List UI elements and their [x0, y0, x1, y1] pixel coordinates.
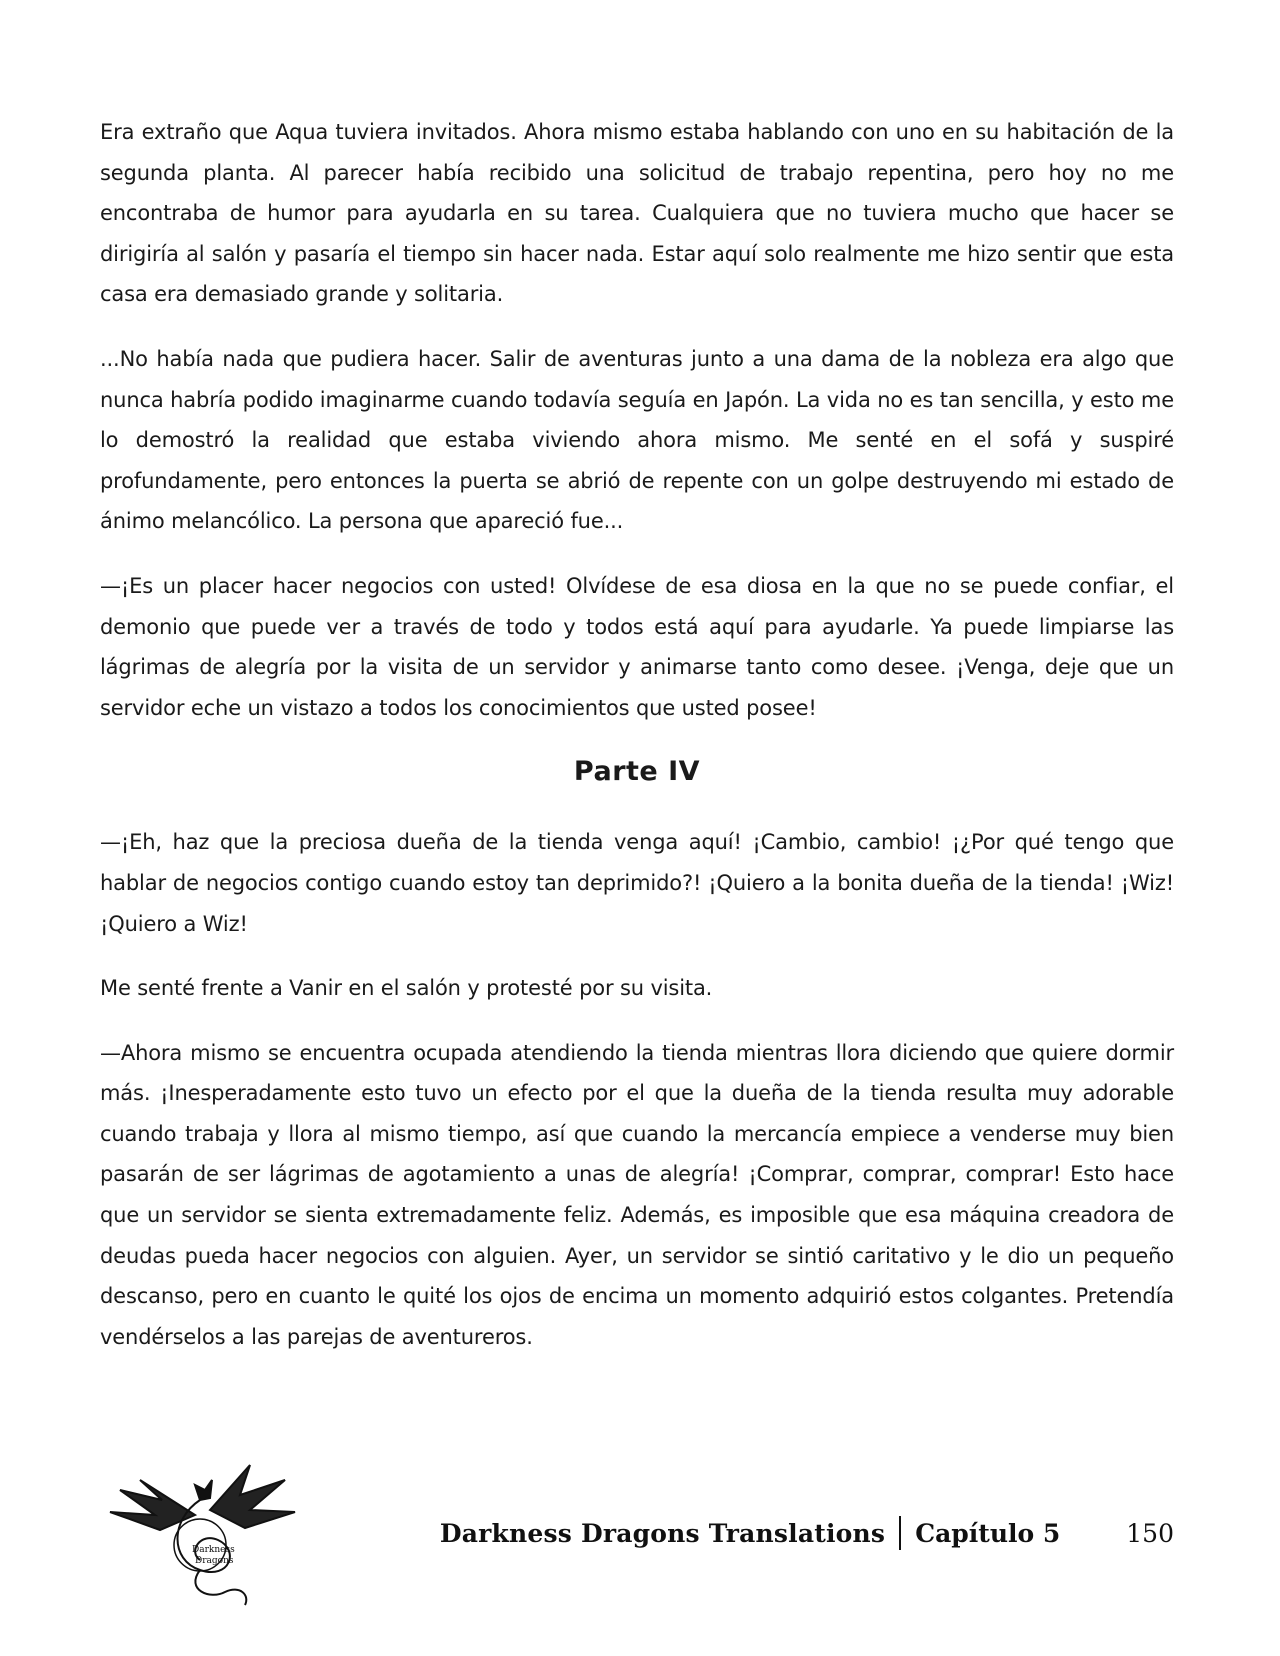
paragraph: —¡Eh, haz que la preciosa dueña de la tienda venga aquí! ¡Cambio, cambio! ¡¿Por qué tengo que hablar de negocios contigo cuando estoy tan deprimido?! ¡Quiero a la bonita dueña de la tienda! ¡Wiz! ¡Quiero a Wiz! [100, 830, 1174, 936]
paragraph: ...No había nada que pudiera hacer. Salir de aventuras junto a una dama de la nobleza era algo que nunca habría podido imaginarme cuando todavía seguía en Japón. La vida no es tan sencilla, y esto me lo demostró la realidad que estaba viviendo ahora mismo. Me senté en el sofá y suspiré profundamente, pero entonces la puerta se abrió de repente con un golpe destruyendo mi estado de ánimo melancólico. La persona que apareció fue... [100, 346, 1174, 534]
chapter-label: Capítulo 5 [915, 1518, 1061, 1548]
body-text [100, 112, 1174, 1381]
paragraph: Era extraño que Aqua tuviera invitados. Ahora mismo estaba hablando con uno en su habitación de la segunda planta. Al parecer había recibido una solicitud de trabajo repentina, pero hoy no me encontraba de humor para ayudarla en su tarea. Cualquiera que no tuviera mucho que hacer se dirigiría al salón y pasaría el tiempo sin hacer nada. Estar aquí solo realmente me hizo sentir que esta casa era demasiado grande y solitaria. [100, 120, 1174, 307]
translator-credit: Darkness Dragons Translations [439, 1518, 886, 1548]
logo-text: Darkness [192, 1545, 235, 1555]
section-heading: Parte IV [573, 756, 701, 788]
paragraph: Me senté frente a Vanir en el salón y protesté por su visita. [100, 976, 713, 1001]
logo-text: Dragons [195, 1556, 234, 1566]
page-number: 150 [1126, 1518, 1174, 1548]
paragraph: —Ahora mismo se encuentra ocupada atendiendo la tienda mientras llora diciendo que quiere dormir más. ¡Inesperadamente esto tuvo un efecto por el que la dueña de la tienda resulta muy adorable cuando trabaja y llora al mismo tiempo, así que cuando la mercancía empiece a venderse muy bien pasarán de ser lágrimas de agotamiento a unas de alegría! ¡Comprar, comprar, comprar! Esto hace que un servidor se sienta extremadamente feliz. Además, es imposible que esa máquina creadora de deudas pueda hacer negocios con alguien. Ayer, un servidor se sintió caritativo y le dio un pequeño descanso, pero en cuanto le quité los ojos de encima un momento adquirió estos colgantes. Pretendía vendérselos a las parejas de aventureros. [100, 1040, 1174, 1349]
dragon-logo-icon [100, 1460, 300, 1610]
footer-credit-block [440, 1516, 1174, 1550]
footer-divider [899, 1516, 901, 1550]
page-footer [0, 1440, 1280, 1620]
paragraph: —¡Es un placer hacer negocios con usted! Olvídese de esa diosa en la que no se puede confiar, el demonio que puede ver a través de todo y todos está aquí para ayudarle. Ya puede limpiarse las lágrimas de alegría por la visita de un servidor y animarse tanto como desee. ¡Venga, deje que un servidor eche un vistazo a todos los conocimientos que usted posee! [100, 573, 1174, 720]
